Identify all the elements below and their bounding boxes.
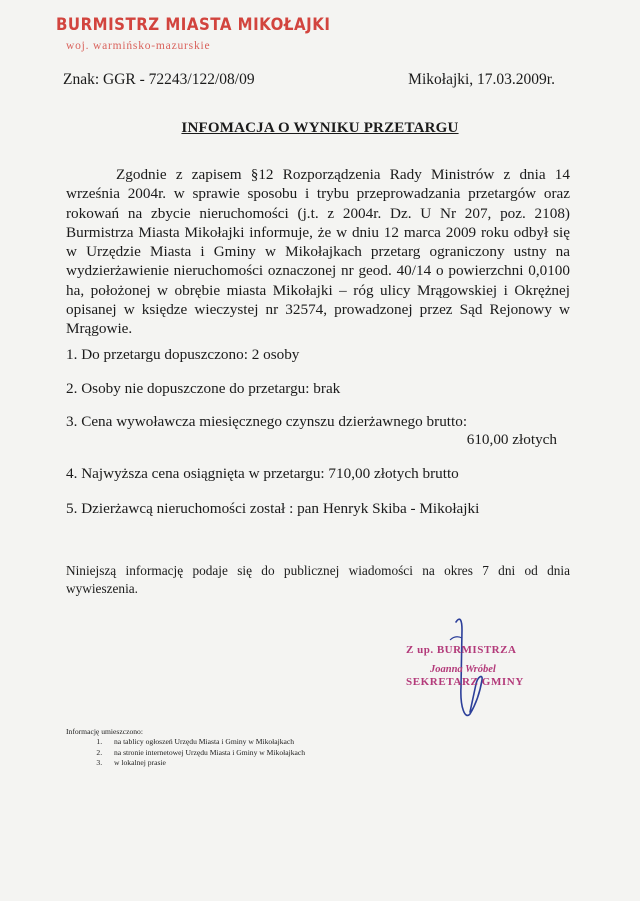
footer-list-item: 1. na tablicy ogłoszeń Urzędu Miasta i Gminy w Mikołajkach [104,737,305,747]
closing-paragraph: Niniejszą informację podaje się do publicznej wiadomości na okres 7 dni od dnia wywieszenia. [66,563,570,596]
footer-list-item: 3. w lokalnej prasie [104,758,305,768]
signature-stamp-line3: SEKRETARZ GMINY [406,676,524,688]
place-and-date: Mikołajki, 17.03.2009r. [408,71,555,88]
list-item: 3. Cena wywoławcza miesięcznego czynszu dzierżawnego brutto: [66,413,468,430]
footer-heading: Informację umieszczono: [66,727,143,736]
main-paragraph: Zgodnie z zapisem §12 Rozporządzenia Rady Ministrów z dnia 14 września 2004r. w sprawie sposobu i trybu przeprowadzania przetargów oraz rokowań na zbycie nieruchomości (j.t. z 2004r. Dz. U Nr 207, poz. 2108) Burmistrza Miasta Mikołajki informuje, że w dniu 12 marca 2009 roku odbył się w Urzędzie Miasta i Gminy w Mikołajkach przetarg ograniczony ustny na wydzierżawienie nieruchomości oznaczonej nr geod. 40/14 o powierzchni 0,0100 ha, położonej w obrębie miasta Mikołajki – róg ulicy Mrągowskiej i Okrężnej opisanej w księdze wieczystej nr 32574, prowadzonej przez Sąd Rejonowy w Mrągowie. [66,166,570,338]
signature-stamp [406,644,524,688]
list-item: 1. Do przetargu dopuszczono: 2 osoby [66,346,300,363]
list-item: 2. Osoby nie dopuszczone do przetargu: brak [66,380,341,397]
document-title: INFOMACJA O WYNIKU PRZETARGU [181,120,459,136]
mayor-header-stamp [56,14,330,52]
footer-list-item: 2. na stronie internetowej Urzędu Miasta i Gminy w Mikołajkach [104,748,305,758]
starting-price: 610,00 złotych [466,431,557,448]
footer-list [66,737,305,768]
list-item: 5. Dzierżawcą nieruchomości został : pan Henryk Skiba - Mikołajki [66,500,480,517]
footer-distribution [66,727,305,769]
signature-stamp-line1: Z up. BURMISTRZA [406,644,517,656]
header-stamp-subtitle: woj. warmińsko-mazurskie [66,40,211,52]
list-item: 4. Najwyższa cena osiągnięta w przetargu: 710,00 złotych brutto [66,465,459,482]
reference-number: Znak: GGR - 72243/122/08/09 [63,71,255,88]
signatory-name: Joanna Wróbel [430,664,496,675]
header-stamp-title: BURMISTRZ MIASTA MIKOŁAJKI [56,14,331,35]
